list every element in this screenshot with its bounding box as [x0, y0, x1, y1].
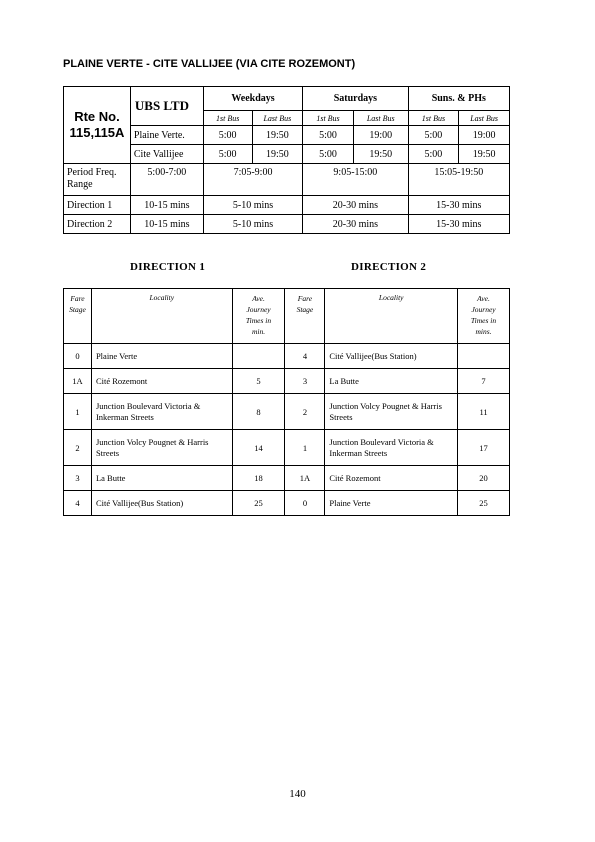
header-line: Ave. [252, 294, 265, 303]
locality: Plaine Verte [325, 491, 458, 516]
last-bus-header: Last Bus [353, 111, 408, 126]
first-bus-header: 1st Bus [203, 111, 252, 126]
route-number-line: Rte No. [74, 109, 120, 124]
locality-header: Locality [91, 289, 232, 344]
header-line: min. [251, 327, 266, 336]
frequency-cell: 15-30 mins [408, 215, 509, 234]
weekdays-header: Weekdays [203, 87, 302, 111]
time-cell: 5:00 [303, 126, 354, 145]
header-line: Times in [245, 316, 272, 325]
locality: Cité Vallijee(Bus Station) [325, 344, 458, 369]
table-row [64, 430, 510, 466]
fare-stage: 0 [64, 344, 92, 369]
fare-stage: 3 [285, 369, 325, 394]
locality: Junction Volcy Pougnet & Harris Streets [325, 394, 458, 430]
time-cell: 5:00 [303, 145, 354, 164]
journey-time: 11 [458, 394, 510, 430]
journey-time: 14 [232, 430, 285, 466]
period-range: 7:05-9:00 [203, 164, 302, 196]
period-range-label-line: Period Freq. [67, 167, 117, 178]
time-cell: 19:50 [252, 145, 303, 164]
table-row [64, 369, 510, 394]
locality-header: Locality [325, 289, 458, 344]
header-line: Stage [296, 305, 314, 314]
time-cell: 19:50 [252, 126, 303, 145]
journey-time: 8 [232, 394, 285, 430]
header-line: Stage [69, 305, 86, 314]
journey-time: 18 [232, 466, 285, 491]
period-range: 5:00-7:00 [130, 164, 203, 196]
journey-time: 20 [458, 466, 510, 491]
journey-time: 5 [232, 369, 285, 394]
time-cell: 5:00 [408, 145, 459, 164]
journey-time: 25 [232, 491, 285, 516]
frequency-cell: 5-10 mins [203, 196, 302, 215]
locality: Cité Rozemont [325, 466, 458, 491]
locality: Cité Vallijee(Bus Station) [91, 491, 232, 516]
page-number: 140 [289, 788, 306, 800]
stop-name: Cite Vallijee [130, 145, 203, 164]
last-bus-header: Last Bus [252, 111, 303, 126]
frequency-cell: 20-30 mins [303, 196, 408, 215]
journey-time: 17 [458, 430, 510, 466]
journey-time: 25 [458, 491, 510, 516]
stop-name: Plaine Verte. [130, 126, 203, 145]
header-line: Journey [471, 305, 496, 314]
table-row [64, 491, 510, 516]
fare-stage: 0 [285, 491, 325, 516]
time-cell: 5:00 [408, 126, 459, 145]
header-line: Fare [297, 294, 313, 303]
route-number [64, 87, 131, 164]
locality: Plaine Verte [91, 344, 232, 369]
locality: La Butte [325, 369, 458, 394]
last-bus-header: Last Bus [459, 111, 510, 126]
journey-time [232, 344, 285, 369]
header-line: Fare [70, 294, 85, 303]
locality: Junction Boulevard Victoria & Inkerman Streets [91, 394, 232, 430]
page-title: PLAINE VERTE - CITE VALLIJEE (VIA CITE ROZEMONT) [63, 58, 356, 70]
period-range-label-line: Range [67, 179, 93, 190]
frequency-cell: 5-10 mins [203, 215, 302, 234]
time-cell: 19:00 [353, 126, 408, 145]
header-line: Ave. [477, 294, 490, 303]
table-row [64, 394, 510, 430]
operator-name: UBS LTD [130, 87, 203, 126]
locality: Cité Rozemont [91, 369, 232, 394]
route-number-line: 115,115A [69, 125, 125, 140]
table-row [64, 344, 510, 369]
fare-stage: 4 [285, 344, 325, 369]
frequency-cell: 10-15 mins [130, 196, 203, 215]
locality: Junction Boulevard Victoria & Inkerman Streets [325, 430, 458, 466]
fare-stage: 3 [64, 466, 92, 491]
route-schedule-table [63, 86, 510, 234]
fare-stage: 1 [64, 394, 92, 430]
fare-stage: 4 [64, 491, 92, 516]
sundays-header: Suns. & PHs [408, 87, 509, 111]
fare-stage: 2 [285, 394, 325, 430]
frequency-cell: 20-30 mins [303, 215, 408, 234]
direction-label: Direction 2 [64, 215, 131, 234]
time-cell: 5:00 [203, 145, 252, 164]
saturdays-header: Saturdays [303, 87, 408, 111]
fare-stage: 1 [285, 430, 325, 466]
fare-stage-header [64, 289, 92, 344]
fare-stage: 2 [64, 430, 92, 466]
direction-label: Direction 1 [64, 196, 131, 215]
direction-2-heading: DIRECTION 2 [351, 261, 427, 273]
locality: Junction Volcy Pougnet & Harris Streets [91, 430, 232, 466]
locality: La Butte [91, 466, 232, 491]
time-cell: 19:00 [459, 126, 510, 145]
period-range: 15:05-19:50 [408, 164, 509, 196]
frequency-cell: 15-30 mins [408, 196, 509, 215]
journey-time-header [232, 289, 285, 344]
frequency-cell: 10-15 mins [130, 215, 203, 234]
header-line: Times in [470, 316, 497, 325]
journey-time-header [458, 289, 510, 344]
journey-time: 7 [458, 369, 510, 394]
header-line: Journey [246, 305, 271, 314]
time-cell: 19:50 [353, 145, 408, 164]
time-cell: 5:00 [203, 126, 252, 145]
fare-stage-header [285, 289, 325, 344]
header-line: mins. [475, 327, 492, 336]
period-range-label [64, 164, 131, 196]
fare-stage-table [63, 288, 510, 516]
fare-stage: 1A [64, 369, 92, 394]
time-cell: 19:50 [459, 145, 510, 164]
direction-1-heading: DIRECTION 1 [130, 261, 206, 273]
period-range: 9:05-15:00 [303, 164, 408, 196]
journey-time [458, 344, 510, 369]
fare-stage: 1A [285, 466, 325, 491]
table-row [64, 466, 510, 491]
first-bus-header: 1st Bus [408, 111, 459, 126]
first-bus-header: 1st Bus [303, 111, 354, 126]
